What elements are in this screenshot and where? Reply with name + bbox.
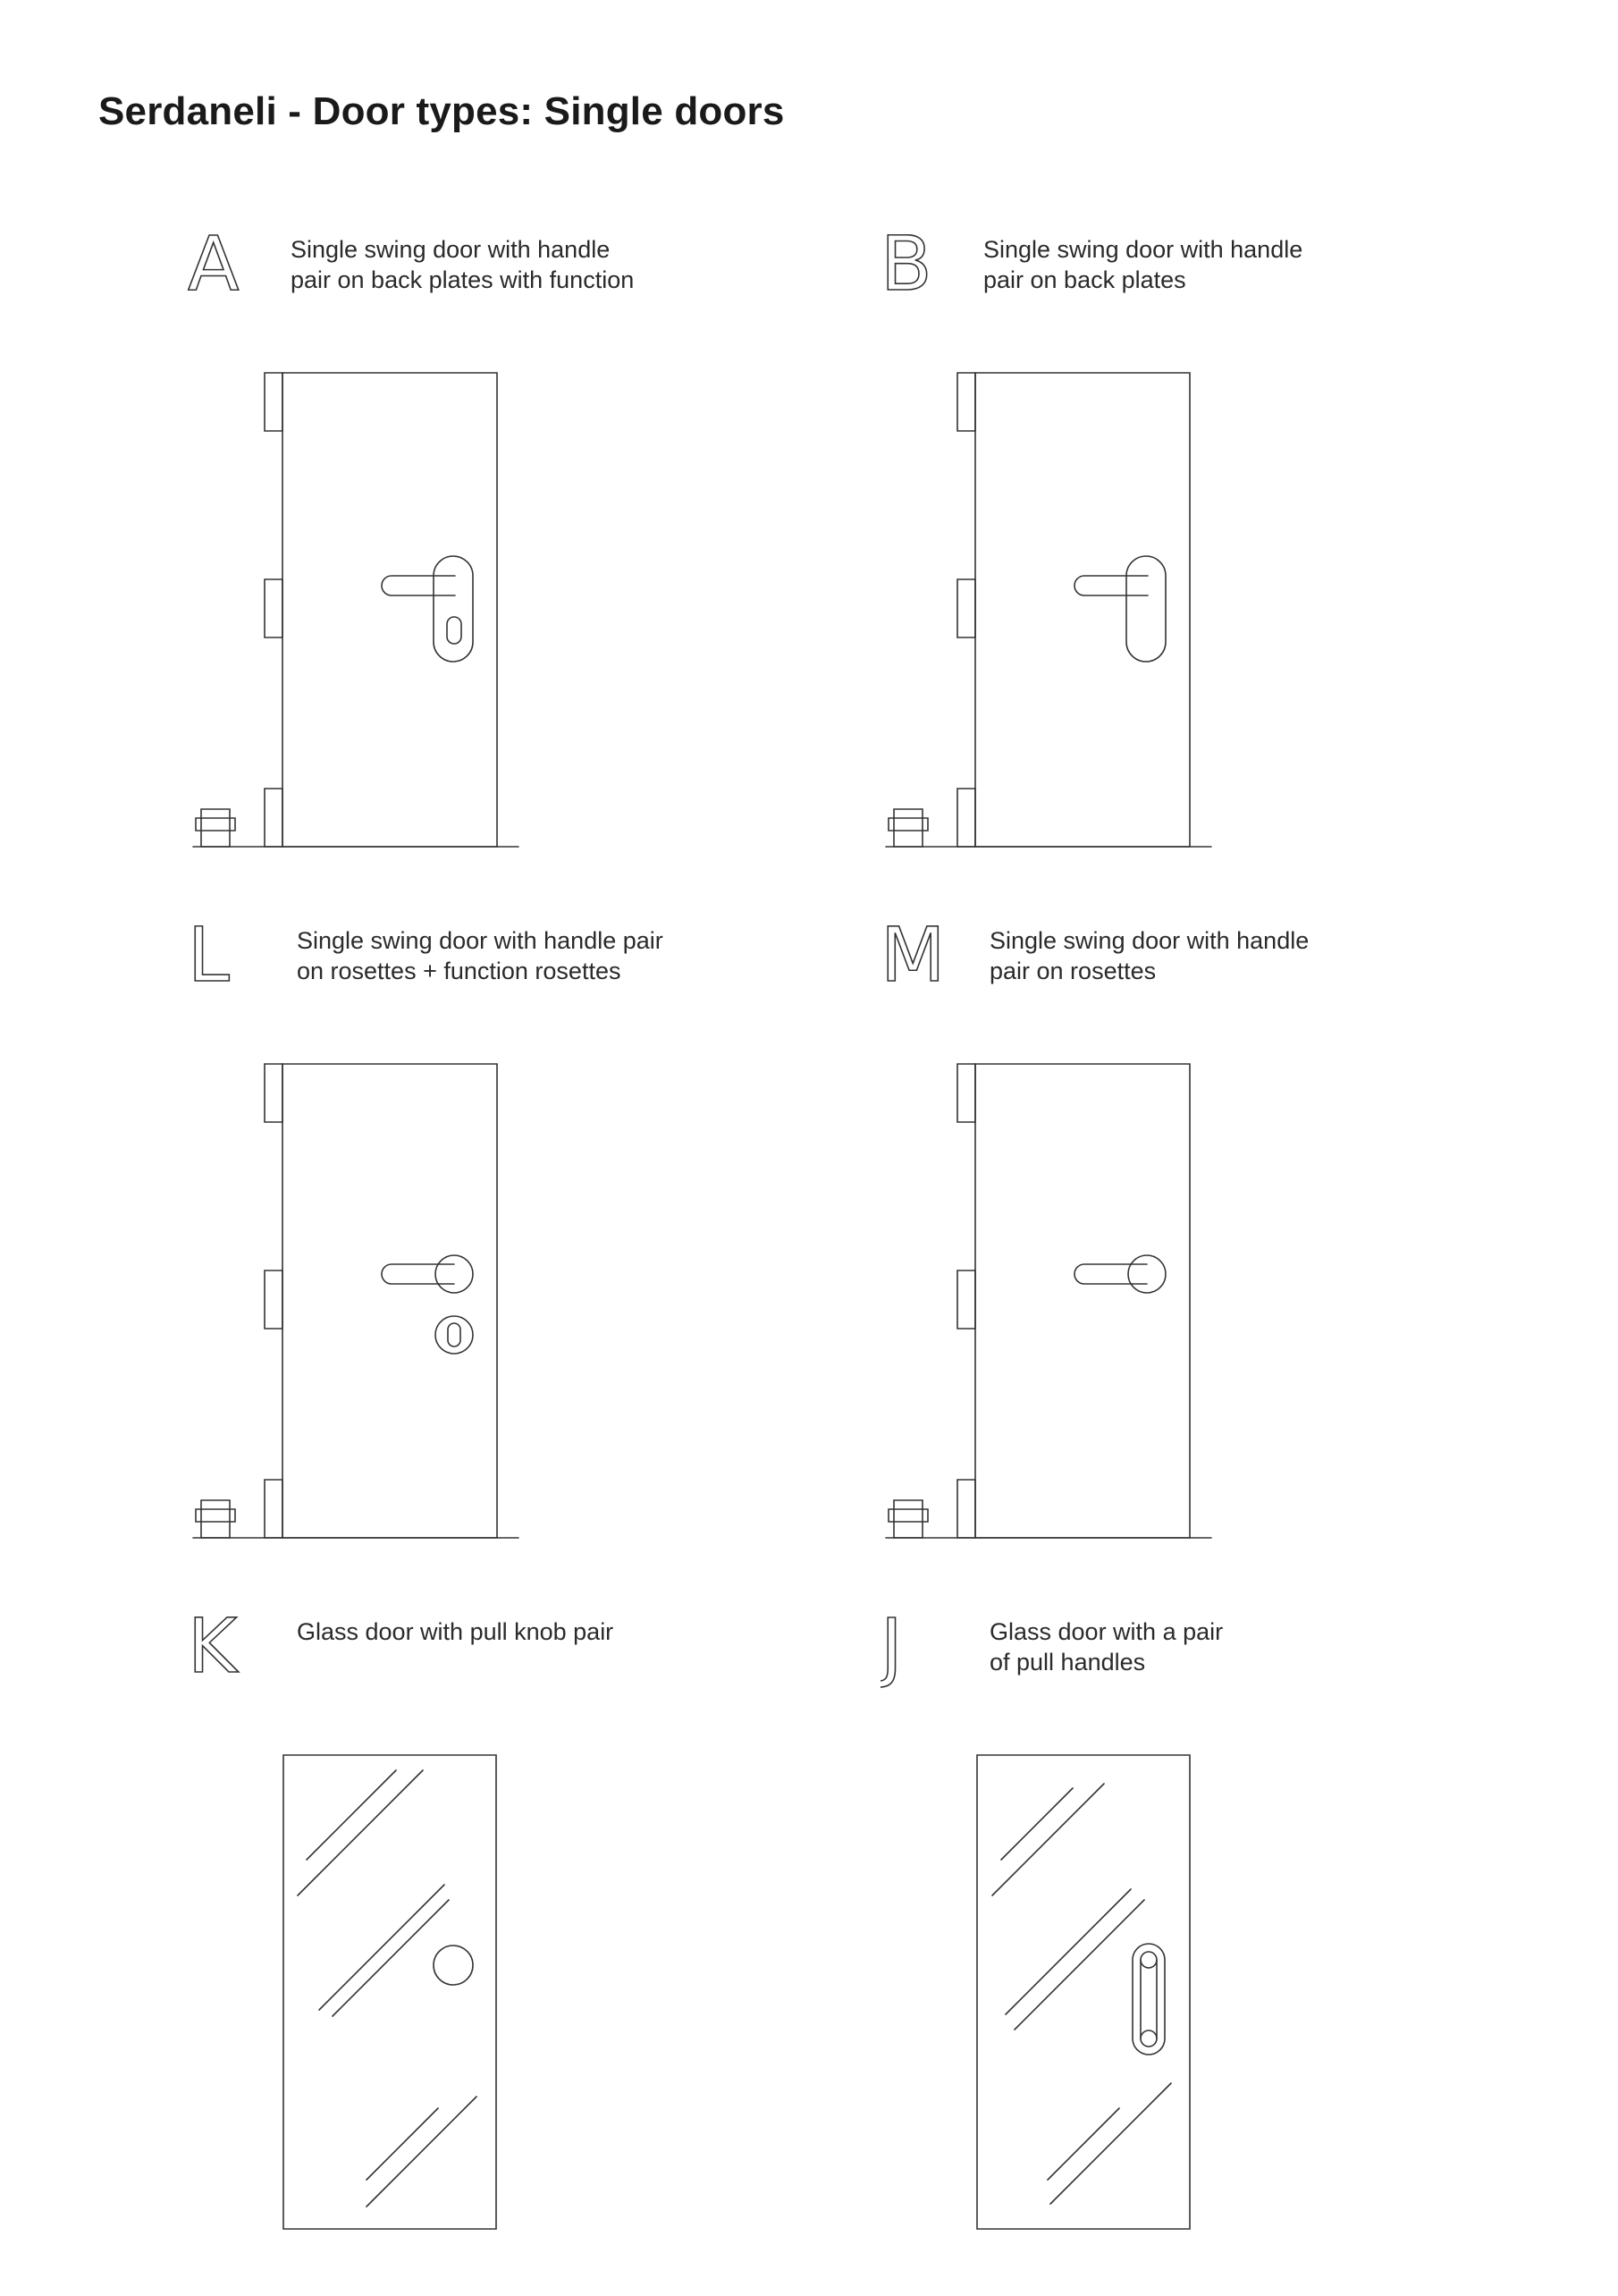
svg-text:M: M [881,925,946,999]
door-description-j: Glass door with a pair of pull handles [990,1618,1224,1676]
page-title: Serdaneli - Door types: Single doors [98,89,785,133]
svg-text:B: B [881,234,932,308]
door-type-a [188,234,867,914]
door-description-k: Glass door with pull knob pair [297,1618,614,1645]
door-type-m [881,925,1560,1605]
glass-door-drawing-k [188,1616,867,2296]
door-description-m: Single swing door with handle pair on rosettes [990,927,1310,984]
door-type-b [881,234,1560,914]
swing-door-drawing-a [188,234,867,914]
door-type-k [188,1616,867,2296]
glass-door-drawing-j [881,1616,1560,2296]
door-type-j [881,1616,1560,2296]
swing-door-drawing-m [881,925,1560,1605]
swing-door-drawing-l [188,925,867,1605]
svg-text:L: L [188,925,230,999]
svg-text:K: K [188,1616,238,1690]
svg-text:A: A [188,234,240,308]
door-type-l [188,925,867,1605]
door-description-b: Single swing door with handle pair on back plates [983,236,1303,293]
svg-text:J: J [881,1616,903,1690]
swing-door-drawing-b [881,234,1560,914]
door-description-l: Single swing door with handle pair on rosettes + function rosettes [297,927,663,984]
door-description-a: Single swing door with handle pair on back plates with function [291,236,635,293]
